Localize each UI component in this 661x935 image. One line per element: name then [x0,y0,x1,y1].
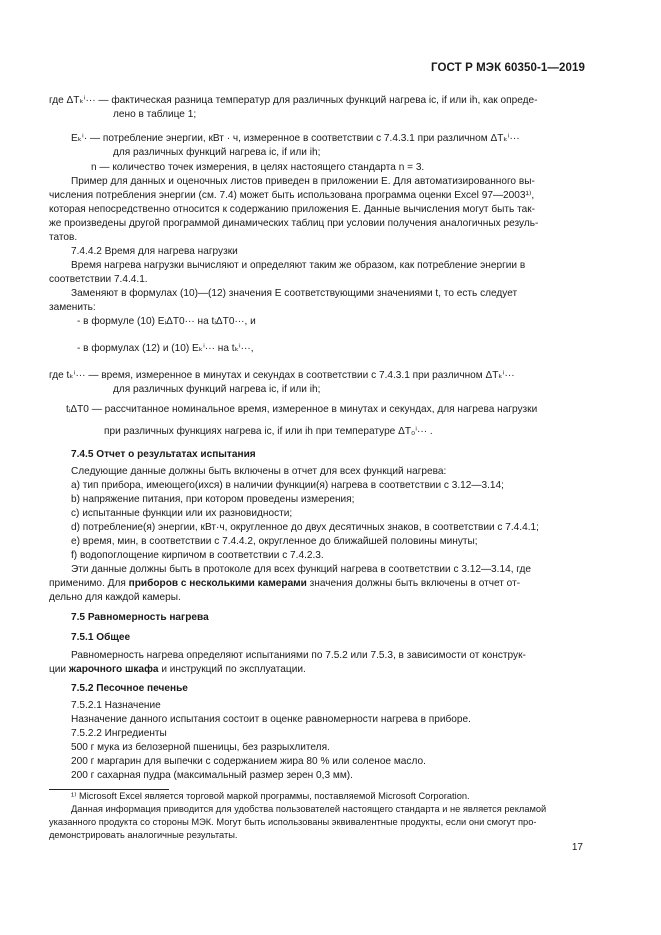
text-line: Данная информация приводится для удобства пользователей настоящего стандарта и не является рекламой [71,804,547,814]
text-line: 7.5.2.2 Ингредиенты [71,728,167,739]
text-line: 7.4.4.2 Время для нагрева нагрузки [71,246,238,257]
text-line: Назначение данного испытания состоит в оценке равномерности нагрева в приборе. [71,714,471,725]
text-line: 500 г мука из белозерной пшеницы, без разрыхлителя. [71,742,330,753]
text-line: b) напряжение питания, при котором проведены измерения; [71,494,355,505]
text-line: а) тип прибора, имеющего(ихся) в наличии функции(я) нагрева в соответствии с 3.12—3.14; [71,480,504,491]
text-line: n — количество точек измерения, в целях настоящего стандарта n = 3. [91,162,425,173]
text-line: дельно для каждой камеры. [49,592,181,603]
text-line: для различных функций нагрева ic, if или ih; [113,384,321,395]
text-line: c) испытанные функции или их разновидности; [71,508,293,519]
text-line: 7.5 Равномерность нагрева [71,612,209,623]
text-line: 200 г маргарин для выпечки с содержанием жира 80 % или соленое масло. [71,756,426,767]
text-line: для различных функций нагрева ic, if или ih; [113,147,321,158]
page-number: 17 [571,842,583,853]
text-line: соответствии 7.4.4.1. [49,274,148,285]
text-line: ¹⁾ Microsoft Excel является торговой маркой программы, поставляемой Microsoft Corporation. [71,791,470,801]
footnote-separator [49,789,169,790]
text-line: Eₖⁱ· — потребление энергии, кВт · ч, измеренное в соответствии с 7.4.3.1 при различном ΔTₖⁱ··· [71,133,520,144]
text-line: 7.5.2 Песочное печенье [71,683,188,694]
text-line: где ΔTₖⁱ··· — фактическая разница температур для различных функций нагрева ic, if или ih, как опреде- [49,95,538,106]
text-line: Равномерность нагрева определяют испытаниями по 7.5.2 или 7.5.3, в зависимости от конструк- [71,650,526,661]
text-line: Время нагрева нагрузки вычисляют и определяют таким же образом, как потребление энергии в [71,260,526,271]
text-line: Заменяют в формулах (10)—(12) значения E соответствующими значениями t, то есть следует [71,288,518,299]
text-line: числения потребления энергии (см. 7.4) может быть использована программа оценки Excel 97—2003¹⁾, [49,190,535,201]
text-line: e) время, мин, в соответствии с 7.4.4.2, округленное до ближайшей половины минуты; [71,536,478,547]
text-line: татов. [49,232,78,243]
text-line: - в формулах (12) и (10) Eₖⁱ··· на tₖⁱ···, [77,343,254,354]
text-line: лено в таблице 1; [113,109,197,120]
text-line: 7.5.1 Общее [71,632,131,643]
text-line: d) потребление(я) энергии, кВт·ч, округленное до двух десятичных знаков, в соответствии с 7.4.4.1; [71,522,539,533]
text-line: демонстрировать аналогичные результаты. [49,830,238,840]
text-line: ции жарочного шкафа и инструкций по эксплуатации. [49,664,306,675]
text-line: Эти данные должны быть в протоколе для всех функций нагрева в соответствии с 3.12—3.14, где [71,564,532,575]
text-line: 7.5.2.1 Назначение [71,700,161,711]
text-line: f) водопоглощение кирпичом в соответствии с 7.4.2.3. [71,550,324,561]
text-line: где tₖⁱ··· — время, измеренное в минутах и секундах в соответствии с 7.4.3.1 при различном ΔTₖⁱ··· [49,370,515,381]
text-line: - в формуле (10) EᵢΔT0··· на tᵢΔT0···, и [77,316,256,327]
text-line: 7.4.5 Отчет о результатах испытания [71,449,256,460]
text-line: при различных функциях нагрева ic, if или ih при температуре ΔT₀ⁱ··· . [104,426,433,437]
text-line: 200 г сахарная пудра (максимальный размер зерен 0,3 мм). [71,770,353,781]
text-line: Пример для данных и оценочных листов приведен в приложении Е. Для автоматизированного вы- [71,176,535,187]
text-line: указанного продукта со стороны МЭК. Могут быть использованы эквивалентные продукты, если они смогут про- [49,817,537,827]
text-line: заменить: [49,302,96,313]
text-line: применимо. Для приборов с несколькими камерами значения должны быть включены в отчет от- [49,578,521,589]
document-header: ГОСТ Р МЭК 60350-1—2019 [431,62,585,74]
text-line: Следующие данные должны быть включены в отчет для всех функций нагрева: [71,466,447,477]
text-line: которая непосредственно относится к содержанию приложения Е. Данные вычисления могут быть так- [49,204,535,215]
text-line: же произведены другой программой динамических таблиц при условии получения аналогичных резуль- [49,218,539,229]
text-line: tᵢΔT0 — рассчитанное номинальное время, измеренное в минутах и секундах, для нагрева нагрузки [66,404,538,415]
